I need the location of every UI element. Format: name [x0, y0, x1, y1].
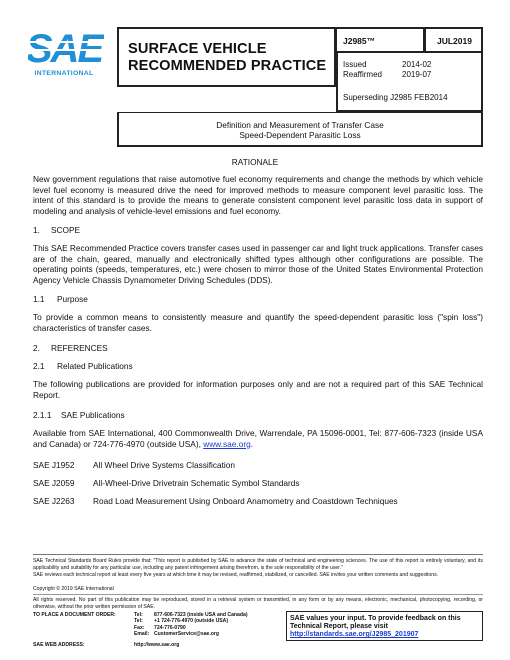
document-title-box [117, 112, 483, 147]
section-number: 2. [33, 343, 40, 353]
section-title: REFERENCES [51, 343, 108, 353]
superseding: Superseding J2985 FEB2014 [343, 93, 448, 102]
feedback-link[interactable]: http://standards.sae.org/J2985_201907 [290, 631, 419, 638]
doc-code-box [336, 27, 425, 53]
doc-date: JUL2019 [437, 36, 472, 46]
section-number: 1.1 [33, 294, 45, 304]
issued-value: 2014-02 [402, 60, 432, 69]
reference-code: SAE J2059 [33, 478, 75, 488]
section-number: 2.1 [33, 361, 45, 371]
sae-publications-text [33, 428, 483, 449]
subtitle-line-2: Speed-Dependent Parasitic Loss [239, 130, 361, 140]
issued-label: Issued [343, 60, 367, 69]
feedback-line-2: Technical Report, please visit [290, 623, 388, 630]
order-line: Email: CustomerService@sae.org [134, 630, 219, 637]
rationale-heading: RATIONALE [231, 157, 279, 167]
footer-divider [33, 594, 483, 595]
sae-logo-icon [28, 28, 104, 80]
section-2-heading [33, 343, 108, 353]
order-line: Tel: 877-606-7323 (inside USA and Canada) [134, 612, 248, 618]
section-number: 2.1.1 [33, 410, 52, 420]
section-title: SAE Publications [61, 410, 125, 420]
footer-note-review: SAE reviews each technical report at least every five years at which time it may be revised, reaffirmed, stabilized, or cancelled. SAE invites your written comments and suggestions. [33, 572, 439, 578]
sae-publications-body: Available from SAE International, 400 Commonwealth Drive, Warrendale, PA 15096-0001, Tel: 877-606-7323 (inside USA and Canada) or 724-776-4970 (outside USA), [33, 428, 483, 449]
related-text: The following publications are provided for information purposes only and are not a required part of this SAE Technical Report. [33, 379, 483, 400]
section-title: Purpose [57, 294, 88, 304]
section-2-1-1-heading [33, 410, 125, 420]
feedback-box [286, 611, 483, 641]
section-2-1-heading [33, 361, 133, 371]
feedback-line-1: SAE values your input. To provide feedback on this [290, 615, 461, 622]
logo-text: SAE [28, 28, 103, 71]
order-label: TO PLACE A DOCUMENT ORDER: [33, 612, 116, 618]
document-type-box [117, 27, 336, 87]
footer-rights: All rights reserved. No part of this publication may be reproduced, stored in a retrieval system or transmitted, in any form or by any means, electronic, mechanical, photocopying, recording, or otherwise, without the prior written permission of SAE. [33, 597, 483, 610]
footer-copyright: Copyright © 2019 SAE International [33, 586, 114, 592]
section-number: 1. [33, 225, 40, 235]
logo-subtext: INTERNATIONAL [34, 70, 94, 77]
reaffirmed-value: 2019-07 [402, 70, 432, 79]
web-label: SAE WEB ADDRESS: [33, 642, 85, 648]
reference-item [33, 478, 300, 488]
footer-note-rules: SAE Technical Standards Board Rules provide that: "This report is published by SAE to advance the state of technical and engineering sciences. The use of this report is entirely voluntary, and its applicability and suitability for any particular use, including any patent infringement arising therefrom, is the sole responsibility of the user." [33, 558, 483, 571]
document-type [128, 41, 326, 75]
sae-logo [28, 28, 104, 80]
order-line: Tel: +1 724-776-4970 (outside USA) [134, 618, 229, 625]
subtitle-line-1: Definition and Measurement of Transfer Case [216, 120, 384, 130]
order-line: Fax: 724-776-0790 [134, 624, 186, 631]
sentence-end: . [250, 438, 254, 449]
section-1-heading [33, 225, 80, 235]
scope-text: This SAE Recommended Practice covers transfer cases used in passenger car and light truck applications. Transfer cases are of the chain, geared, manually and electronically shifted types although other configurations are possible. The operating points (speeds, temperatures, etc.) were chosen to mirror those of the United States Environmental Protection Agency Vehicle Chassis Dynamometer Driving Schedules (DDS). [33, 243, 483, 285]
reference-item [33, 460, 235, 470]
reference-code: SAE J2263 [33, 496, 75, 506]
web-address[interactable]: http://www.sae.org [134, 642, 180, 648]
title-line-1: SURFACE VEHICLE [128, 41, 267, 57]
section-1-1-heading [33, 294, 88, 304]
reaffirmed-label: Reaffirmed [343, 70, 382, 79]
doc-code: J2985™ [343, 36, 376, 46]
footer-divider [33, 554, 483, 555]
rationale-text: New government regulations that raise automotive fuel economy requirements and change the methods by which vehicle level fuel economy is measured drive the need for improved methods to measure component level parasitic loss. The intent of this standard is to provide the means to generate consistent component level parasitic loss data in support of modeling and analysis of vehicle-level emissions and fuel economy. [33, 174, 483, 216]
purpose-text: To provide a common means to consistently measure and quantify the speed-dependent parasitic loss ("spin loss") characteristics of transfer cases. [33, 312, 483, 333]
section-title: SCOPE [51, 225, 81, 235]
issue-info-box [336, 53, 483, 112]
order-contacts [134, 612, 248, 637]
title-line-2: RECOMMENDED PRACTICE [128, 58, 327, 74]
sae-website-link[interactable]: www.sae.org [203, 438, 251, 449]
reference-title: All-Wheel-Drive Drivetrain Schematic Symbol Standards [93, 478, 300, 488]
reference-title: Road Load Measurement Using Onboard Anamometry and Coastdown Techniques [93, 496, 398, 506]
section-title: Related Publications [57, 361, 133, 371]
reference-item [33, 496, 398, 506]
reference-code: SAE J1952 [33, 460, 75, 470]
reference-title: All Wheel Drive Systems Classification [93, 460, 236, 470]
doc-date-box [425, 27, 483, 53]
